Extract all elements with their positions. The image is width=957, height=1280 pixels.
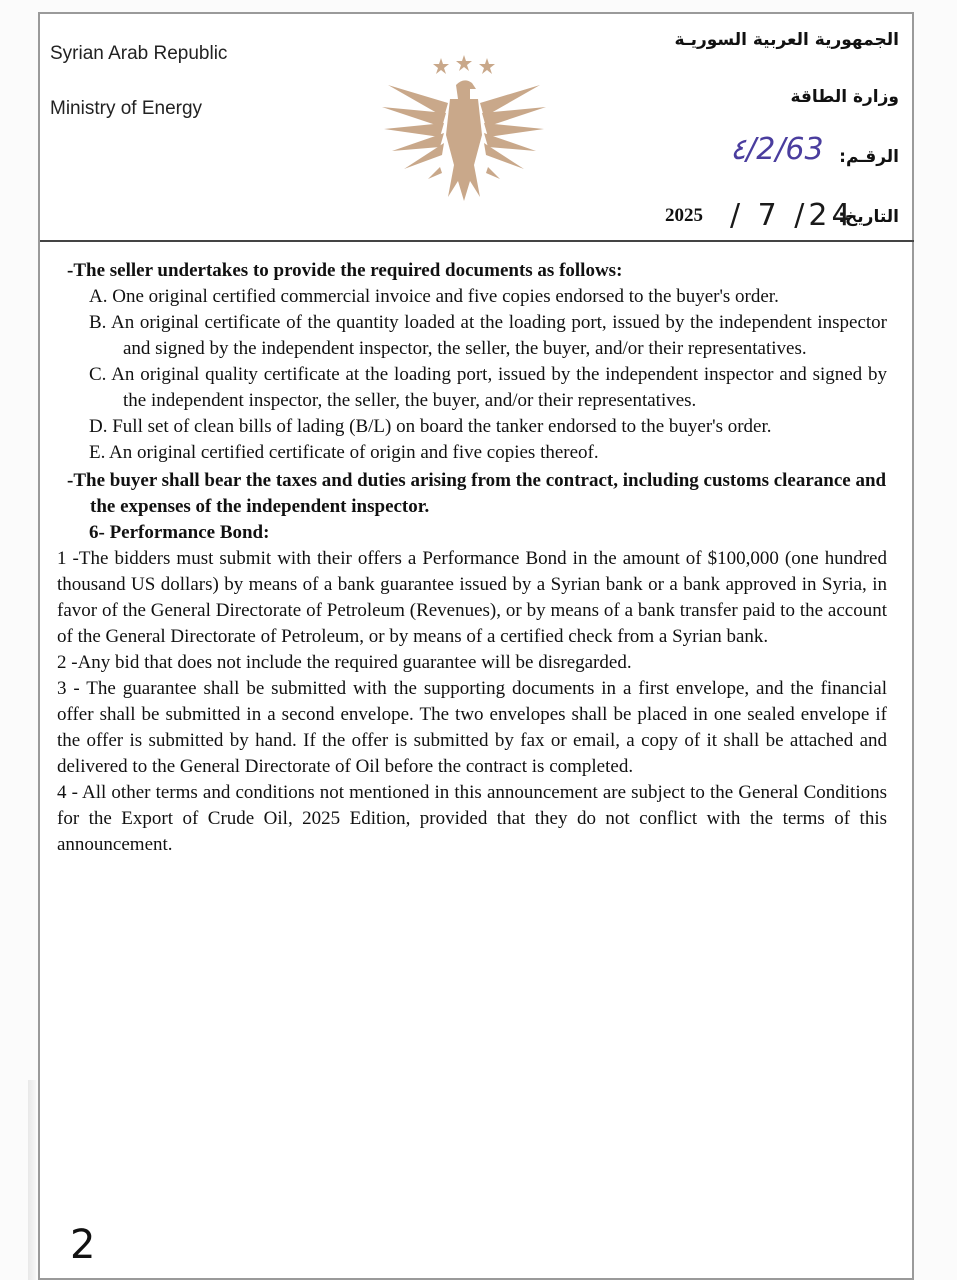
ministry-name-ar: وزارة الطاقة	[790, 87, 899, 107]
reference-number: ٤/2/63	[730, 132, 824, 167]
section-title: 6- Performance Bond:	[89, 522, 270, 543]
bond-clause-2: 2 -Any bid that does not include the required guarantee will be disregarded.	[57, 652, 632, 673]
header-divider	[40, 240, 914, 242]
doc-item-b: B. An original certificate of the quantity loaded at the loading port, issued by the independent inspector and signed by the independent inspector, the seller, the buyer, and/or their representatives.	[89, 312, 887, 359]
date-label: التاريخ:	[838, 207, 899, 227]
documents-intro: -The seller undertakes to provide the required documents as follows:	[67, 260, 623, 281]
bond-clause-1: 1 -The bidders must submit with their offers a Performance Bond in the amount of $100,000 (one hundred thousand US dollars) by means of a bank guarantee issued by a Syrian bank or a bank approved in Syria, in favor of the General Directorate of Petroleum (Revenues), or by means of a bank transfer paid to the account of the General Directorate of Petroleum, or by means of a certified check from a Syrian bank.	[57, 548, 887, 647]
doc-item-a: A. One original certified commercial invoice and five copies endorsed to the buyer's order.	[89, 286, 779, 307]
buyer-taxes-clause: -The buyer shall bear the taxes and duties arising from the contract, including customs clearance and the expenses of the independent inspector.	[67, 470, 887, 517]
date-handwritten: / 7 /24	[730, 198, 855, 233]
doc-item-d: D. Full set of clean bills of lading (B/L) on board the tanker endorsed to the buyer's order.	[89, 416, 772, 437]
ministry-name-en: Ministry of Energy	[50, 98, 203, 119]
scan-edge-shadow	[28, 1080, 36, 1280]
document-body	[57, 258, 887, 858]
page-number: 2	[70, 1222, 96, 1268]
eagle-emblem-icon	[378, 55, 550, 205]
country-name-ar: الجمهورية العربية السوريـة	[674, 30, 899, 50]
bond-clause-4: 4 - All other terms and conditions not mentioned in this announcement are subject to the General Conditions for the Export of Crude Oil, 2025 Edition, provided that they do not conflict with the terms of this announcement.	[57, 782, 887, 855]
bond-clause-3: 3 - The guarantee shall be submitted with the supporting documents in a first envelope, and the financial offer shall be submitted in a second envelope. The two envelopes shall be placed in one sealed envelope if the offer is submitted by hand. If the offer is submitted by fax or email, a copy of it shall be attached and delivered to the General Directorate of Oil before the contract is completed.	[57, 678, 887, 777]
doc-item-c: C. An original quality certificate at the loading port, issued by the independent inspector and signed by the independent inspector, the seller, the buyer, and/or their representatives.	[89, 364, 887, 411]
doc-item-e: E. An original certified certificate of origin and five copies thereof.	[89, 442, 599, 463]
reference-label: الرقـم:	[839, 147, 899, 167]
date-year: 2025	[665, 205, 703, 226]
country-name-en: Syrian Arab Republic	[50, 43, 228, 64]
